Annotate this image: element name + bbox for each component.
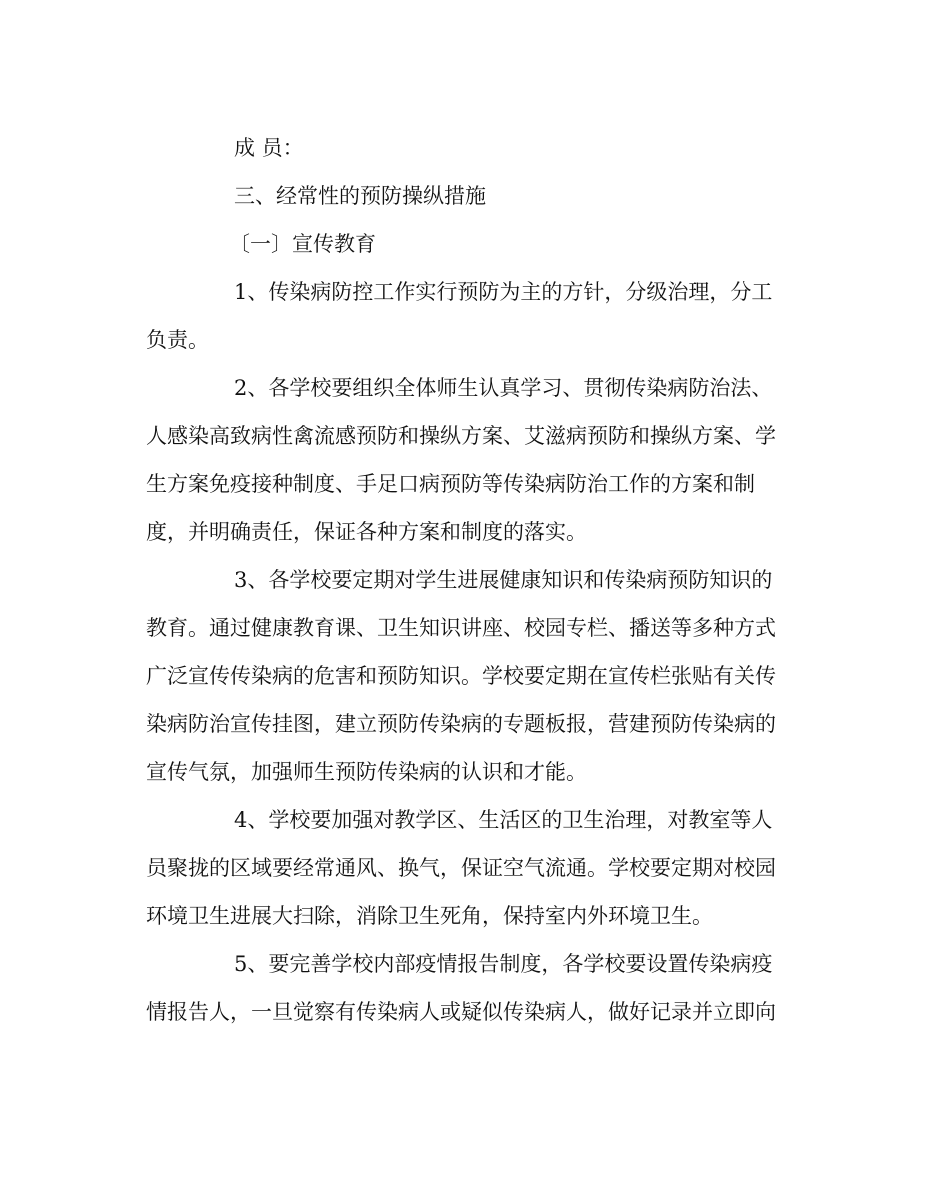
paragraph-3-line-4: 染病防治宣传挂图，建立预防传染病的专题板报，营建预防传染病的 — [146, 712, 776, 736]
paragraph-4-line-2: 员聚拢的区域要经常通风、换气，保证空气流通。学校要定期对校园 — [146, 856, 776, 880]
section-heading: 三、经常性的预防操纵措施 — [234, 184, 486, 208]
paragraph-3-line-5: 宣传气氛，加强师生预防传染病的认识和才能。 — [146, 760, 587, 784]
paragraph-3-line-2: 教育。通过健康教育课、卫生知识讲座、校园专栏、播送等多种方式 — [146, 616, 776, 640]
paragraph-4-line-1: 4、学校要加强对教学区、生活区的卫生治理，对教室等人 — [234, 808, 773, 832]
paragraph-2-line-3: 生方案免疫接种制度、手足口病预防等传染病防治工作的方案和制 — [146, 472, 755, 496]
members-line: 成 员： — [234, 136, 304, 160]
paragraph-1-line-2: 负责。 — [146, 328, 209, 352]
paragraph-5-line-1: 5、要完善学校内部疫情报告制度，各学校要设置传染病疫 — [234, 952, 773, 976]
paragraph-3-line-3: 广泛宣传传染病的危害和预防知识。学校要定期在宣传栏张贴有关传 — [146, 664, 776, 688]
paragraph-2-line-1: 2、各学校要组织全体师生认真学习、贯彻传染病防治法、 — [234, 376, 773, 400]
paragraph-4-line-3: 环境卫生进展大扫除，消除卫生死角，保持室内外环境卫生。 — [146, 904, 713, 928]
subsection-heading: 〔一〕宣传教育 — [229, 232, 376, 256]
paragraph-2-line-2: 人感染高致病性禽流感预防和操纵方案、艾滋病预防和操纵方案、学 — [146, 424, 776, 448]
paragraph-2-line-4: 度，并明确责任，保证各种方案和制度的落实。 — [146, 520, 587, 544]
document-body — [146, 128, 801, 1040]
paragraph-3-line-1: 3、各学校要定期对学生进展健康知识和传染病预防知识的 — [234, 568, 773, 592]
paragraph-1-line-1: 1、传染病防控工作实行预防为主的方针，分级治理，分工 — [234, 280, 773, 304]
paragraph-5-line-2: 情报告人，一旦觉察有传染病人或疑似传染病人，做好记录并立即向 — [146, 1000, 776, 1024]
